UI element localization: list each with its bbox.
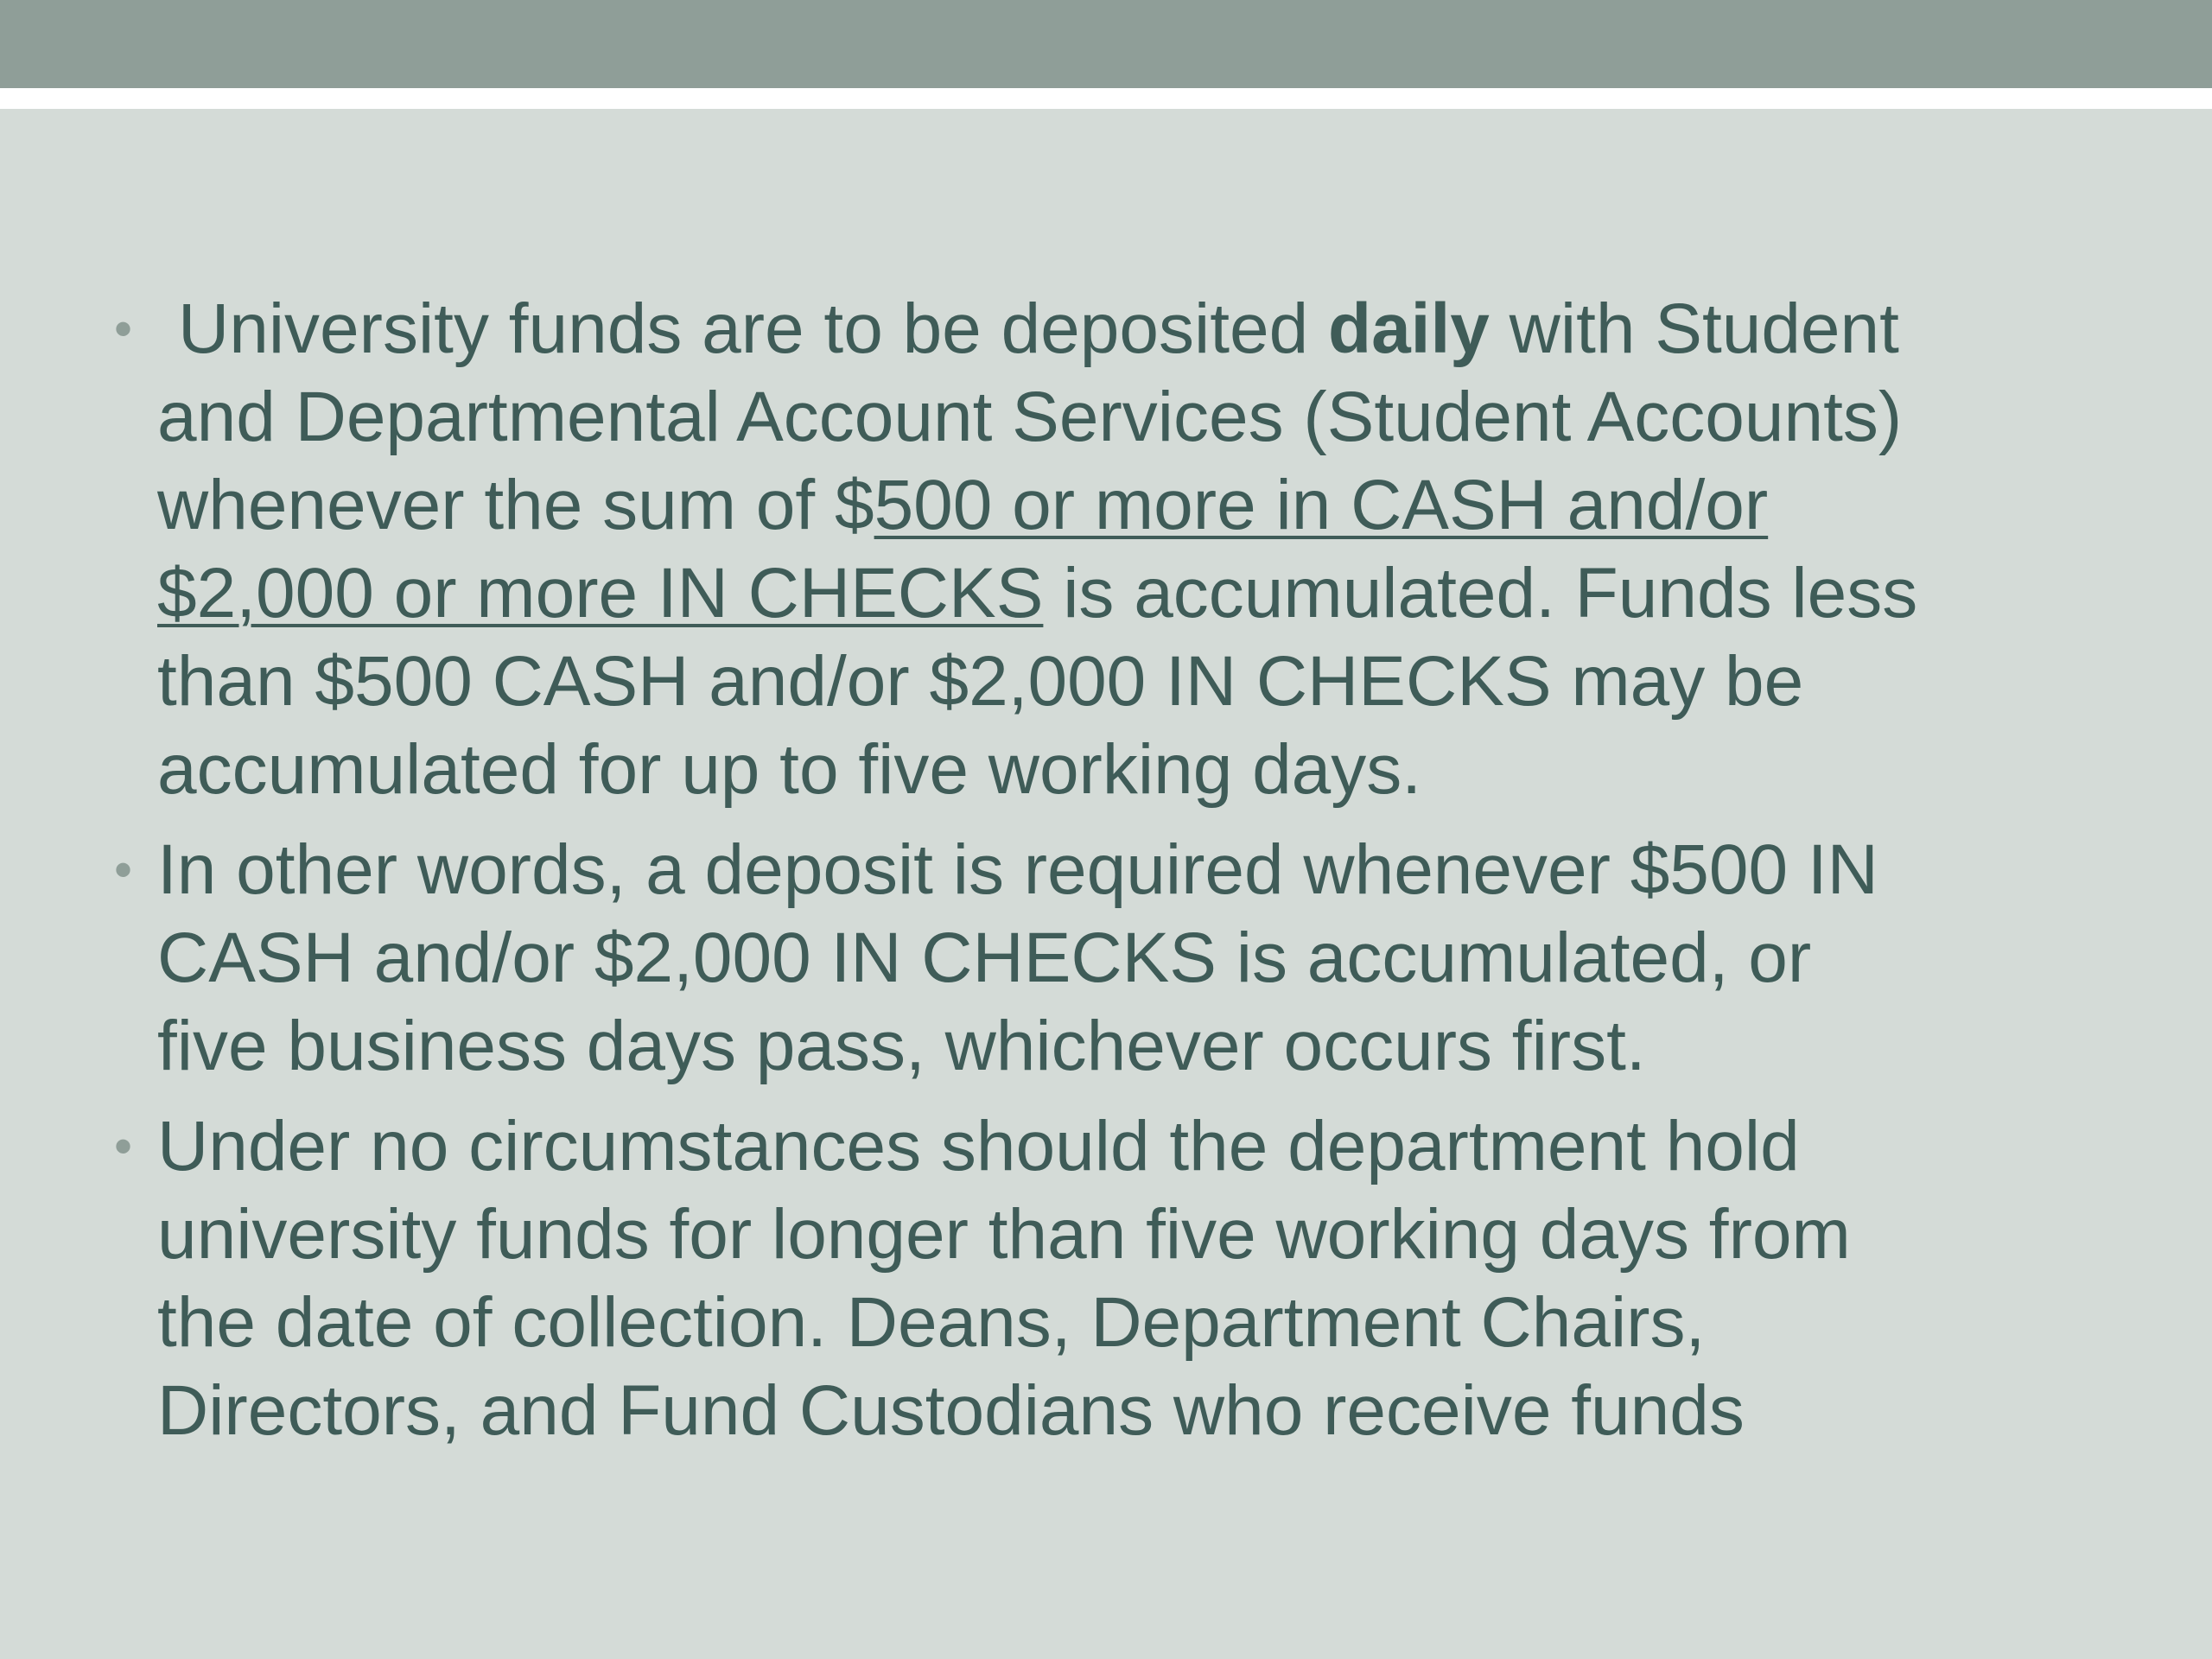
header-band: [0, 0, 2212, 88]
bullet-marker: •: [114, 1117, 133, 1175]
bullet-list: [0, 285, 2212, 1455]
bullet-text-part: is accumulated. Funds less than $500 CASH and/or $2,000 IN CHECKS may be accumulated for up to five working days.: [157, 554, 1918, 809]
bullet-text-part: with Student and Departmental Account Services (Student Accounts) whenever the sum of $: [157, 289, 1903, 544]
bullet-marker: •: [114, 841, 133, 899]
header-divider: [0, 88, 2212, 109]
slide-content: [0, 285, 2212, 1538]
bullet-text: Under no circumstances should the department hold university funds for longer than five working days from the date of collection. Deans, Department Chairs, Directors, and Fund Custodians who receive funds: [157, 1107, 1851, 1450]
bullet-item-under-no-circumstances: [0, 1103, 1936, 1455]
bold-emphasis: daily: [1327, 289, 1490, 368]
bullet-item-deposit-daily: [0, 285, 1936, 814]
bullet-text: In other words, a deposit is required whenever $500 IN CASH and/or $2,000 IN CHECKS is accumulated, or five business days pass, whichever occurs first.: [157, 830, 1878, 1085]
bullet-item-in-other-words: [0, 826, 1936, 1090]
bullet-marker: •: [114, 300, 133, 358]
bullet-text-part: University funds are to be deposited: [178, 289, 1328, 368]
underlined-threshold: 500 or more in CASH and/or $2,000 or more IN CHECKS: [157, 466, 1769, 632]
